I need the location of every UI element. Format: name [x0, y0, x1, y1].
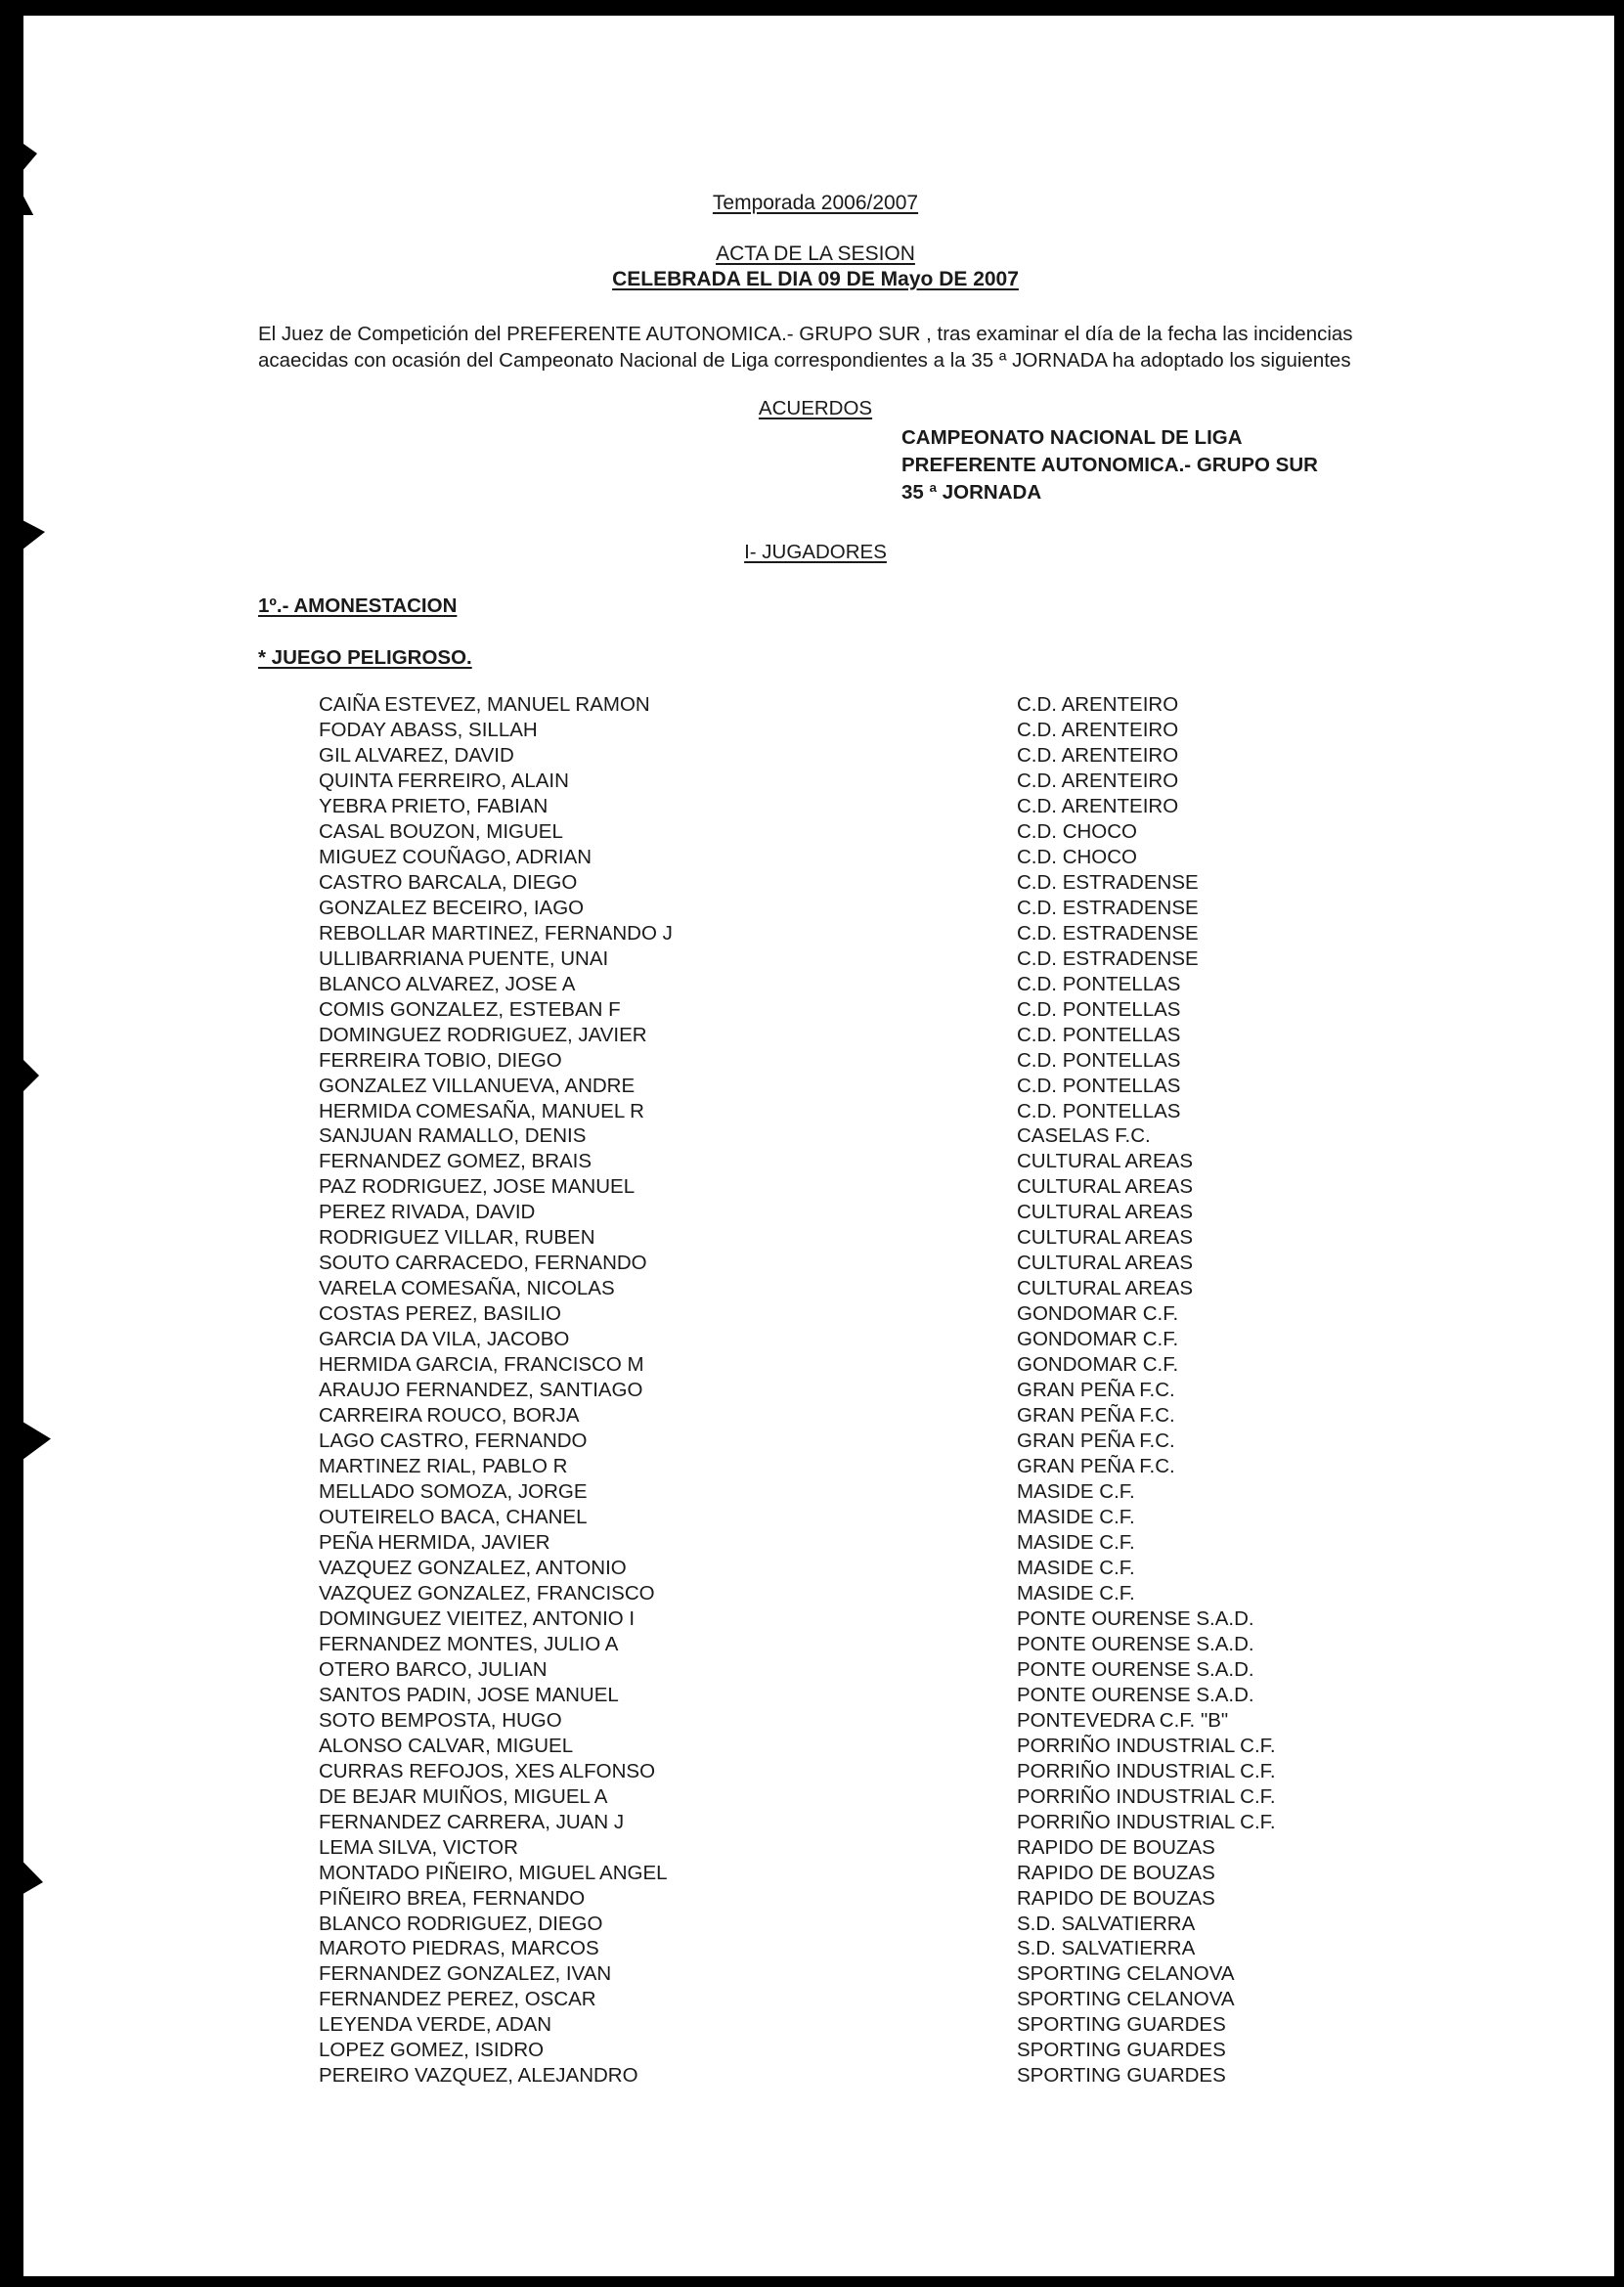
player-name: MAROTO PIEDRAS, MARCOS — [319, 1937, 599, 1960]
player-row — [319, 1936, 1276, 1961]
player-row — [319, 1987, 1276, 2012]
player-row — [319, 972, 1276, 997]
player-row — [319, 1251, 1276, 1276]
player-club: SPORTING GUARDES — [1017, 2039, 1226, 2062]
player-name: GIL ALVAREZ, DAVID — [319, 743, 514, 767]
player-club: MASIDE C.F. — [1017, 1480, 1135, 1504]
player-row — [319, 1123, 1276, 1149]
player-name: MIGUEZ COUÑAGO, ADRIAN — [319, 845, 593, 868]
player-row — [319, 1683, 1276, 1708]
player-name: CASTRO BARCALA, DIEGO — [319, 870, 578, 894]
acta-heading: ACTA DE LA SESION — [716, 242, 915, 265]
player-club: S.D. SALVATIERRA — [1017, 1937, 1196, 1960]
player-row — [319, 946, 1276, 972]
player-name: GARCIA DA VILA, JACOBO — [319, 1328, 570, 1351]
player-club: CULTURAL AREAS — [1017, 1175, 1193, 1199]
player-name: QUINTA FERREIRO, ALAIN — [319, 769, 569, 792]
player-row — [319, 1886, 1276, 1912]
player-name: OUTEIRELO BACA, CHANEL — [319, 1506, 588, 1528]
player-name: DOMINGUEZ RODRIGUEZ, JAVIER — [319, 1023, 647, 1046]
player-name: HERMIDA COMESAÑA, MANUEL R — [319, 1099, 644, 1122]
player-club: C.D. ARENTEIRO — [1017, 794, 1179, 817]
player-club: PORRIÑO INDUSTRIAL C.F. — [1017, 1810, 1276, 1833]
player-club: PORRIÑO INDUSTRIAL C.F. — [1017, 1759, 1276, 1782]
player-name: FERNANDEZ GOMEZ, BRAIS — [319, 1150, 593, 1173]
player-club: SPORTING GUARDES — [1017, 2013, 1226, 2037]
competition-block — [901, 424, 1318, 506]
player-club: GRAN PEÑA F.C. — [1017, 1379, 1175, 1402]
player-row — [319, 1759, 1276, 1784]
player-name: LEYENDA VERDE, ADAN — [319, 2013, 552, 2037]
player-name: CARREIRA ROUCO, BORJA — [319, 1404, 580, 1428]
player-name: BLANCO ALVAREZ, JOSE A — [319, 972, 576, 995]
player-name: CURRAS REFOJOS, XES ALFONSO — [319, 1759, 656, 1782]
player-club: SPORTING CELANOVA — [1017, 1988, 1235, 2011]
player-name: ULLIBARRIANA PUENTE, UNAI — [319, 946, 609, 970]
player-club: PONTE OURENSE S.A.D. — [1017, 1632, 1254, 1655]
player-club: C.D. CHOCO — [1017, 845, 1137, 868]
player-club: C.D. ESTRADENSE — [1017, 921, 1199, 945]
player-row — [319, 1530, 1276, 1556]
player-club: C.D. PONTELLAS — [1017, 1074, 1181, 1097]
player-club: GRAN PEÑA F.C. — [1017, 1455, 1175, 1478]
player-name: FERREIRA TOBIO, DIEGO — [319, 1048, 562, 1072]
player-row — [319, 1301, 1276, 1327]
player-name: VAZQUEZ GONZALEZ, FRANCISCO — [319, 1581, 655, 1605]
player-name: BLANCO RODRIGUEZ, DIEGO — [319, 1912, 603, 1935]
player-club: MASIDE C.F. — [1017, 1581, 1135, 1605]
player-name: LEMA SILVA, VICTOR — [319, 1835, 518, 1859]
player-name: OTERO BARCO, JULIAN — [319, 1657, 548, 1681]
juego-peligroso-heading: * JUEGO PELIGROSO. — [258, 646, 472, 669]
player-name: HERMIDA GARCIA, FRANCISCO M — [319, 1353, 644, 1377]
player-row — [319, 819, 1276, 845]
player-row — [319, 2038, 1276, 2063]
player-row — [319, 1099, 1276, 1124]
player-row — [319, 1810, 1276, 1835]
player-row — [319, 794, 1276, 819]
player-name: PEÑA HERMIDA, JAVIER — [319, 1530, 550, 1554]
player-club: GRAN PEÑA F.C. — [1017, 1429, 1175, 1453]
player-club: CULTURAL AREAS — [1017, 1226, 1193, 1250]
amonestacion-heading: 1º.- AMONESTACION — [258, 594, 458, 617]
player-row — [319, 1023, 1276, 1048]
player-club: C.D. PONTELLAS — [1017, 972, 1181, 995]
player-club: CULTURAL AREAS — [1017, 1277, 1193, 1300]
player-club: GRAN PEÑA F.C. — [1017, 1404, 1175, 1428]
player-name: GONZALEZ BECEIRO, IAGO — [319, 896, 585, 919]
player-name: CAIÑA ESTEVEZ, MANUEL RAMON — [319, 693, 650, 716]
player-club: C.D. ESTRADENSE — [1017, 870, 1199, 894]
player-name: CASAL BOUZON, MIGUEL — [319, 819, 563, 843]
player-row — [319, 1454, 1276, 1479]
player-name: REBOLLAR MARTINEZ, FERNANDO J — [319, 921, 673, 945]
player-club: C.D. PONTELLAS — [1017, 997, 1181, 1021]
player-row — [319, 1784, 1276, 1810]
player-club: C.D. ARENTEIRO — [1017, 718, 1179, 741]
intro-paragraph — [258, 321, 1529, 374]
player-name: PEREIRO VAZQUEZ, ALEJANDRO — [319, 2064, 638, 2088]
intro-line-1: El Juez de Competición del PREFERENTE AUTONOMICA.- GRUPO SUR , tras examinar el día de la fecha las incidencias — [258, 323, 1353, 345]
player-name: COSTAS PEREZ, BASILIO — [319, 1302, 561, 1326]
player-name: VARELA COMESAÑA, NICOLAS — [319, 1277, 615, 1300]
player-row — [319, 1505, 1276, 1530]
player-name: SOUTO CARRACEDO, FERNANDO — [319, 1252, 647, 1275]
player-row — [319, 2063, 1276, 2089]
player-row — [319, 1861, 1276, 1886]
player-club: PORRIÑO INDUSTRIAL C.F. — [1017, 1784, 1276, 1808]
player-club: PONTE OURENSE S.A.D. — [1017, 1683, 1254, 1706]
player-name: LOPEZ GOMEZ, ISIDRO — [319, 2039, 545, 2062]
player-row — [319, 1912, 1276, 1937]
player-club: C.D. ARENTEIRO — [1017, 769, 1179, 792]
player-club: C.D. ARENTEIRO — [1017, 743, 1179, 767]
player-row — [319, 1556, 1276, 1581]
player-row — [319, 1961, 1276, 1987]
player-row — [319, 718, 1276, 743]
player-name: PIÑEIRO BREA, FERNANDO — [319, 1886, 586, 1910]
player-club: PONTEVEDRA C.F. "B" — [1017, 1708, 1229, 1732]
player-club: C.D. CHOCO — [1017, 819, 1137, 843]
player-row — [319, 1429, 1276, 1454]
player-club: CULTURAL AREAS — [1017, 1201, 1193, 1224]
player-name: MONTADO PIÑEIRO, MIGUEL ANGEL — [319, 1861, 668, 1884]
player-row — [319, 1657, 1276, 1683]
player-name: VAZQUEZ GONZALEZ, ANTONIO — [319, 1556, 627, 1579]
player-row — [319, 1074, 1276, 1099]
player-row — [319, 845, 1276, 870]
player-club: RAPIDO DE BOUZAS — [1017, 1861, 1215, 1884]
player-row — [319, 896, 1276, 921]
player-name: FERNANDEZ MONTES, JULIO A — [319, 1632, 619, 1655]
player-club: C.D. PONTELLAS — [1017, 1099, 1181, 1122]
player-row — [319, 692, 1276, 718]
player-club: C.D. ARENTEIRO — [1017, 693, 1179, 716]
competition-line-1: CAMPEONATO NACIONAL DE LIGA — [901, 426, 1243, 449]
player-club: RAPIDO DE BOUZAS — [1017, 1835, 1215, 1859]
player-name: YEBRA PRIETO, FABIAN — [319, 794, 549, 817]
acuerdos-heading: ACUERDOS — [758, 397, 873, 419]
player-name: DOMINGUEZ VIEITEZ, ANTONIO I — [319, 1606, 636, 1630]
player-name: DE BEJAR MUIÑOS, MIGUEL A — [319, 1784, 608, 1808]
player-name: FERNANDEZ GONZALEZ, IVAN — [319, 1962, 612, 1986]
player-row — [319, 1276, 1276, 1301]
player-row — [319, 1200, 1276, 1225]
player-club: SPORTING CELANOVA — [1017, 1962, 1235, 1986]
player-club: S.D. SALVATIERRA — [1017, 1912, 1196, 1935]
player-name: GONZALEZ VILLANUEVA, ANDRE — [319, 1074, 636, 1097]
player-name: COMIS GONZALEZ, ESTEBAN F — [319, 997, 621, 1021]
player-row — [319, 1352, 1276, 1378]
player-club: C.D. ESTRADENSE — [1017, 896, 1199, 919]
player-name: SANJUAN RAMALLO, DENIS — [319, 1124, 587, 1148]
player-name: ALONSO CALVAR, MIGUEL — [319, 1734, 574, 1757]
document-page — [23, 16, 1614, 2276]
player-name: SOTO BEMPOSTA, HUGO — [319, 1708, 562, 1732]
player-row — [319, 1606, 1276, 1632]
session-date-heading: CELEBRADA EL DIA 09 DE Mayo DE 2007 — [612, 268, 1019, 290]
player-row — [319, 769, 1276, 794]
player-table — [319, 692, 1276, 2089]
player-club: CULTURAL AREAS — [1017, 1150, 1193, 1173]
player-club: PORRIÑO INDUSTRIAL C.F. — [1017, 1734, 1276, 1757]
player-club: C.D. ESTRADENSE — [1017, 946, 1199, 970]
player-club: RAPIDO DE BOUZAS — [1017, 1886, 1215, 1910]
player-row — [319, 1403, 1276, 1429]
player-row — [319, 1174, 1276, 1200]
player-row — [319, 1149, 1276, 1174]
player-club: C.D. PONTELLAS — [1017, 1048, 1181, 1072]
player-club: PONTE OURENSE S.A.D. — [1017, 1657, 1254, 1681]
player-club: GONDOMAR C.F. — [1017, 1328, 1179, 1351]
player-row — [319, 1479, 1276, 1505]
competition-line-2: PREFERENTE AUTONOMICA.- GRUPO SUR — [901, 454, 1318, 476]
player-club: GONDOMAR C.F. — [1017, 1302, 1179, 1326]
intro-line-2: acaecidas con ocasión del Campeonato Nacional de Liga correspondientes a la 35 ª JORNADA ha adoptado los siguientes — [258, 349, 1351, 372]
player-name: FERNANDEZ PEREZ, OSCAR — [319, 1988, 596, 2011]
player-row — [319, 1225, 1276, 1251]
player-name: ARAUJO FERNANDEZ, SANTIAGO — [319, 1379, 643, 1402]
player-row — [319, 1048, 1276, 1074]
player-row — [319, 921, 1276, 946]
player-name: PEREZ RIVADA, DAVID — [319, 1201, 536, 1224]
player-club: MASIDE C.F. — [1017, 1506, 1135, 1528]
player-row — [319, 870, 1276, 896]
season-heading: Temporada 2006/2007 — [712, 192, 919, 214]
player-club: CASELAS F.C. — [1017, 1124, 1151, 1148]
player-club: MASIDE C.F. — [1017, 1556, 1135, 1579]
player-row — [319, 1708, 1276, 1734]
player-name: RODRIGUEZ VILLAR, RUBEN — [319, 1226, 595, 1250]
player-row — [319, 1632, 1276, 1657]
player-name: PAZ RODRIGUEZ, JOSE MANUEL — [319, 1175, 636, 1199]
player-name: FODAY ABASS, SILLAH — [319, 718, 538, 741]
player-name: MARTINEZ RIAL, PABLO R — [319, 1455, 568, 1478]
player-club: C.D. PONTELLAS — [1017, 1023, 1181, 1046]
player-row — [319, 1835, 1276, 1861]
player-club: SPORTING GUARDES — [1017, 2064, 1226, 2088]
player-row — [319, 997, 1276, 1023]
player-club: GONDOMAR C.F. — [1017, 1353, 1179, 1377]
player-club: PONTE OURENSE S.A.D. — [1017, 1606, 1254, 1630]
player-name: MELLADO SOMOZA, JORGE — [319, 1480, 588, 1504]
player-row — [319, 743, 1276, 769]
player-club: CULTURAL AREAS — [1017, 1252, 1193, 1275]
competition-line-3: 35 ª JORNADA — [901, 481, 1042, 504]
player-row — [319, 1378, 1276, 1403]
player-row — [319, 1327, 1276, 1352]
player-row — [319, 1581, 1276, 1606]
player-row — [319, 2012, 1276, 2038]
player-name: SANTOS PADIN, JOSE MANUEL — [319, 1683, 619, 1706]
jugadores-heading: I- JUGADORES — [744, 541, 887, 563]
player-name: LAGO CASTRO, FERNANDO — [319, 1429, 588, 1453]
player-name: FERNANDEZ CARRERA, JUAN J — [319, 1810, 625, 1833]
player-row — [319, 1734, 1276, 1759]
player-club: MASIDE C.F. — [1017, 1530, 1135, 1554]
